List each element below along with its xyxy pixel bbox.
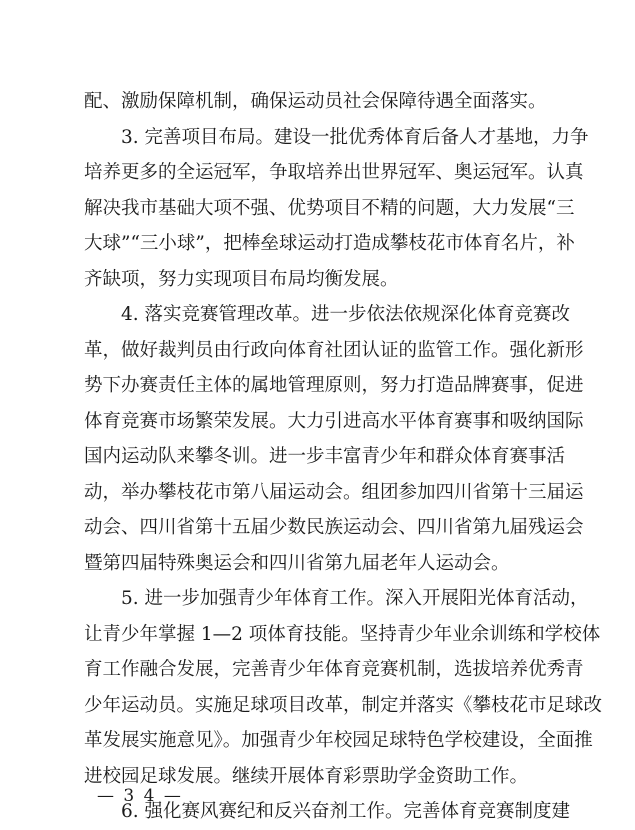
text-line: 势下办赛责任主体的属地管理原则，努力打造品牌赛事，促进 [84,375,584,396]
text-line: 大球”“三小球”，把棒垒球运动打造成攀枝花市体育名片，补 [84,233,575,254]
text-line: 5. 进一步加强青少年体育工作。深入开展阳光体育活动， [121,588,589,609]
text-line: 动会、四川省第十五届少数民族运动会、四川省第九届残运会 [84,517,584,538]
text-line: 齐缺项，努力实现项目布局均衡发展。 [84,268,399,290]
text-line: 国内运动队来攀冬训。进一步丰富青少年和群众体育赛事活 [84,446,566,467]
paragraph-item-4 [84,297,584,581]
text-line: 配、激励保障机制，确保运动员社会保障待遇全面落实。 [84,91,547,112]
text-line: 4. 落实竞赛管理改革。进一步依法依规深化体育竞赛改 [121,304,571,325]
text-line: 解决我市基础大项不强、优势项目不精的问题，大力发展“三 [84,197,575,219]
text-line: 进校园足球发展。继续开展体育彩票助学金资助工作。 [84,765,529,787]
text-line: 暨第四届特殊奥运会和四川省第九届老年人运动会。 [84,552,510,574]
text-line: 培养更多的全运冠军，争取培养出世界冠军、奥运冠军。认真 [84,162,584,183]
text-line: 革发展实施意见》。加强青少年校园足球特色学校建设，全面推 [84,730,593,751]
paragraph-continuation [84,84,556,120]
text-line: 革，做好裁判员由行政向体育社团认证的监管工作。强化新形 [84,339,584,361]
document-body [84,84,603,830]
text-line: 育工作融合发展，完善青少年体育竞赛机制，选拔培养优秀青 [84,659,584,680]
paragraph-item-5 [84,581,603,794]
text-line: 让青少年掌握 1—2 项体育技能。坚持青少年业余训练和学校体 [84,623,601,645]
text-line: 少年运动员。实施足球项目改革，制定并落实《攀枝花市足球改 [84,694,603,716]
paragraph-item-3 [84,120,589,298]
text-line: 6. 强化赛风赛纪和反兴奋剂工作。完善体育竞赛制度建 [121,801,571,822]
text-line: 3. 完善项目布局。建设一批优秀体育后备人才基地，力争 [121,126,589,148]
text-line: 体育竞赛市场繁荣发展。大力引进高水平体育赛事和吸纳国际 [84,410,584,432]
page-number: — 3 4 — [97,786,183,806]
text-line: 动，举办攀枝花市第八届运动会。组团参加四川省第十三届运 [84,481,584,503]
